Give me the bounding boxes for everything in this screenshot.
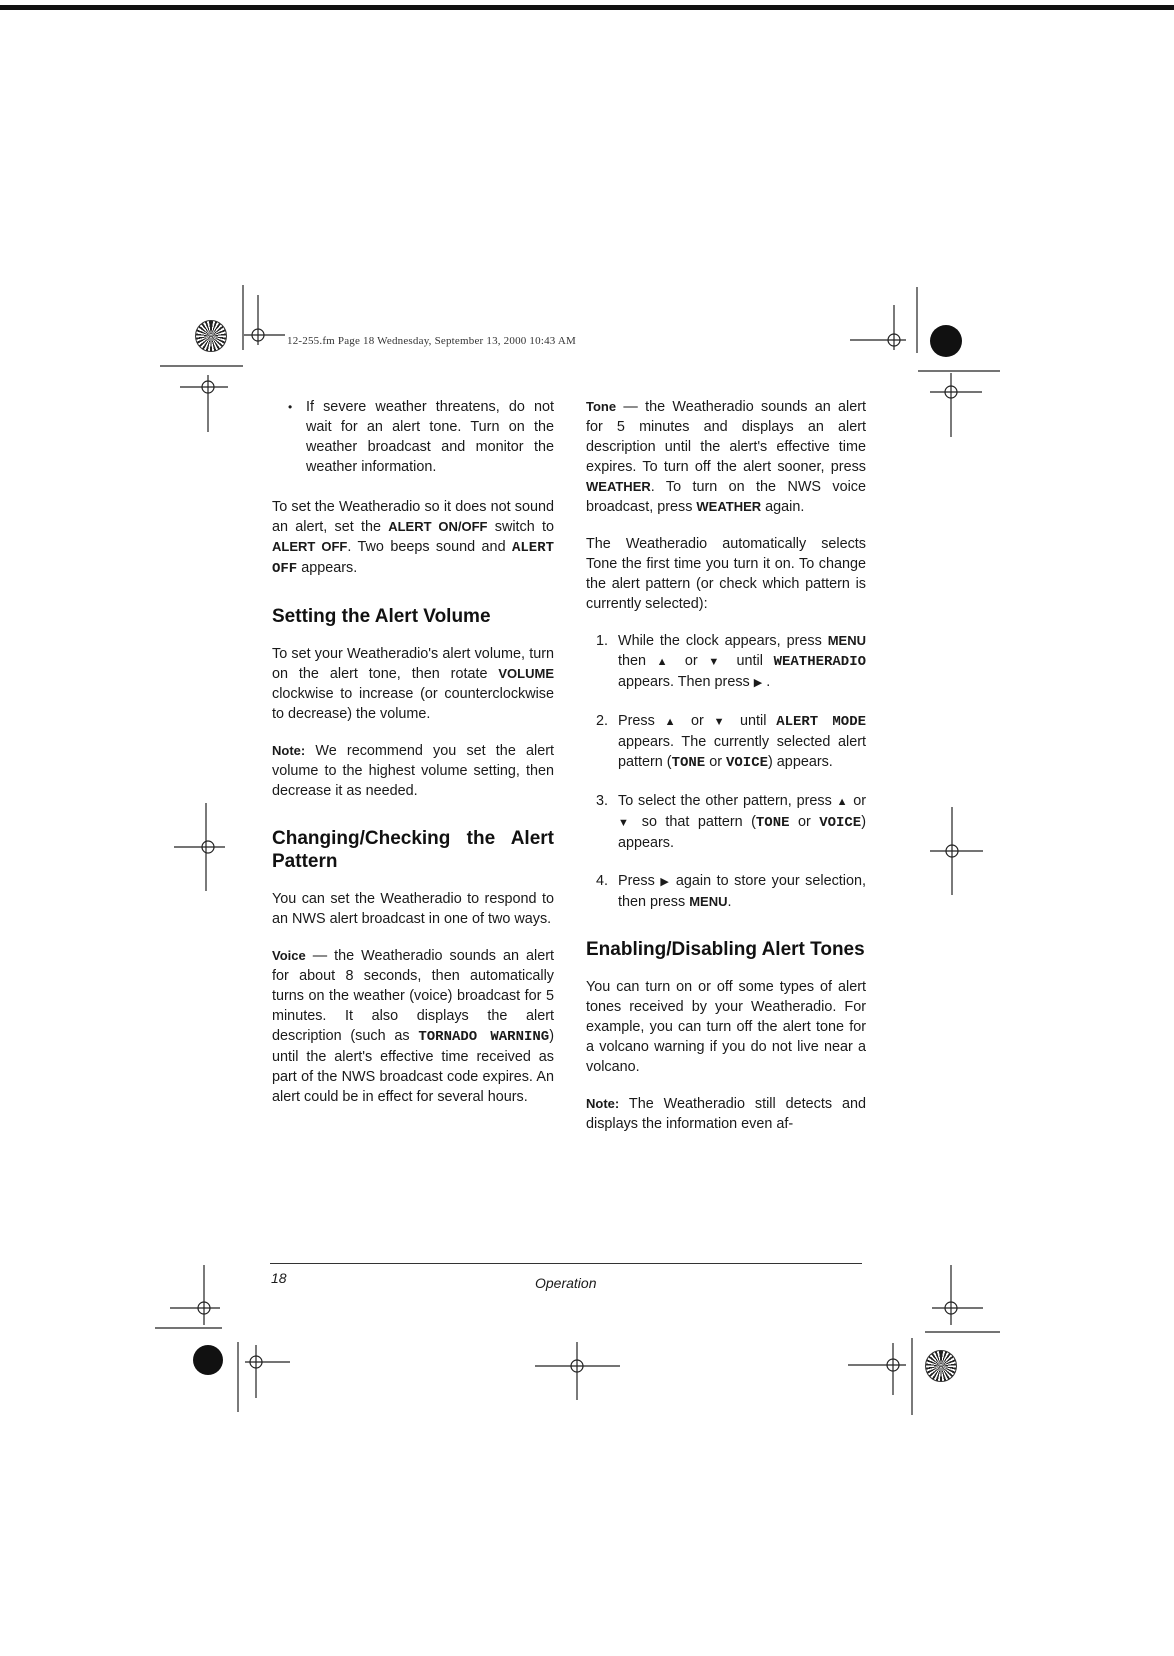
up-arrow-icon: ▲ [836,796,849,808]
paragraph: To set your Weatheradio's alert volume, turn on the alert tone, then rotate VOLUME clockwise to increase (or counterclockwise to decrease) the volume. [272,646,554,722]
down-arrow-icon: ▼ [713,716,731,728]
note: Note: We recommend you set the alert volume to the highest volume setting, then decrease it as needed. [272,743,554,799]
note: Note: The Weatheradio still detects and displays the information even af- [586,1096,866,1132]
up-arrow-icon: ▲ [656,656,675,668]
right-arrow-icon: ▶ [660,876,671,888]
up-arrow-icon: ▲ [664,716,682,728]
page-number: 18 [271,1270,287,1286]
section-heading: Setting the Alert Volume [272,606,491,627]
right-arrow-icon: ▶ [753,677,763,689]
right-column [586,397,866,1151]
list-item: 4. Press ▶ again to store your selection, then press MENU. [596,873,866,910]
down-arrow-icon: ▼ [708,656,726,668]
paragraph: Voice — the Weatheradio sounds an alert for about 8 seconds, then automatically turns on the weather (voice) broadcast for 5 minutes. It also displays the alert description (such as TORNADO WARNING) until the alert's effective time received as part of the NWS broadcast code expires. An alert could be in effect for several hours. [272,948,554,1105]
color-target-icon [925,1350,957,1382]
black-dot-icon [193,1345,223,1375]
list-item: 2. Press ▲ or ▼ until ALERT MODE appears. The currently selected alert pattern (TONE or VOICE) appears. [596,713,866,771]
steps-list [586,631,866,912]
black-dot-icon [930,325,962,357]
file-slug: 12-255.fm Page 18 Wednesday, September 13, 2000 10:43 AM [287,335,576,347]
section-heading: Changing/Checking the Alert Pattern [272,828,554,872]
list-item: 3. To select the other pattern, press ▲ or ▼ so that pattern (TONE or VOICE) appears. [596,793,867,851]
paragraph: To set the Weatheradio so it does not sound an alert, set the ALERT ON/OFF switch to ALERT OFF. Two beeps sound and ALERT OFF appears. [272,499,554,577]
down-arrow-icon: ▼ [618,817,634,829]
paragraph: The Weatheradio automatically selects Tone the first time you turn it on. To change the alert pattern (or check which pattern is currently selected): [586,536,866,612]
paragraph: You can set the Weatheradio to respond to an NWS alert broadcast in one of two ways. [272,891,554,927]
section-heading: Enabling/Disabling Alert Tones [586,939,865,960]
paragraph: Tone — the Weatheradio sounds an alert for 5 minutes and displays an alert description until the alert's effective time expires. To turn off the alert sooner, press WEATHER. To turn on the NWS voice broadcast, press WEATHER again. [586,399,866,515]
list-item: 1. While the clock appears, press MENU then ▲ or ▼ until WEATHERADIO appears. Then press ▶ . [596,633,867,690]
color-target-icon [195,320,227,352]
left-column [272,397,554,1124]
list-item: • If severe weather threatens, do not wait for an alert tone. Turn on the weather broadcast and monitor the weather information. [306,397,554,477]
bullet-list [272,397,554,477]
paragraph: You can turn on or off some types of alert tones received by your Weatheradio. For example, you can turn off the alert tone for a volcano warning if you do not live near a volcano. [586,979,866,1075]
footer-rule [270,1263,862,1264]
footer-section-title: Operation [535,1275,597,1291]
